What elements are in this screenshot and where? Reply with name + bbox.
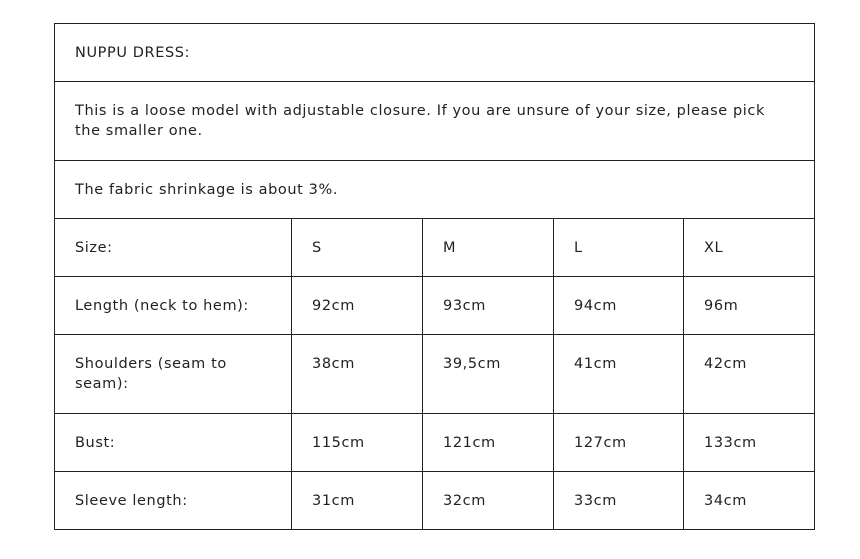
size-header-m: M: [423, 219, 554, 277]
fit-description: This is a loose model with adjustable closure. If you are unsure of your size, please pick the smaller one.: [55, 82, 815, 161]
size-header-l: L: [554, 219, 684, 277]
size-header-row: [55, 219, 815, 277]
shrinkage-row: [55, 161, 815, 219]
title-row: [55, 24, 815, 82]
description-row: [55, 82, 815, 161]
size-guide: [54, 23, 815, 530]
table-cell: 41cm: [554, 335, 684, 414]
table-row-shoulders: [55, 335, 815, 414]
table-cell: 115cm: [292, 414, 423, 472]
table-row-bust: [55, 414, 815, 472]
table-cell: 93cm: [423, 277, 554, 335]
row-label: Sleeve length:: [55, 472, 292, 530]
size-header-label: Size:: [55, 219, 292, 277]
table-row-length: [55, 277, 815, 335]
table-cell: 38cm: [292, 335, 423, 414]
shrinkage-note: The fabric shrinkage is about 3%.: [55, 161, 815, 219]
row-label: Bust:: [55, 414, 292, 472]
table-cell: 92cm: [292, 277, 423, 335]
table-cell: 127cm: [554, 414, 684, 472]
size-table: [54, 23, 815, 530]
table-cell: 31cm: [292, 472, 423, 530]
table-cell: 121cm: [423, 414, 554, 472]
table-cell: 39,5cm: [423, 335, 554, 414]
size-header-s: S: [292, 219, 423, 277]
table-cell: 33cm: [554, 472, 684, 530]
row-label: Shoulders (seam to seam):: [55, 335, 292, 414]
product-title: NUPPU DRESS:: [55, 24, 815, 82]
table-cell: 94cm: [554, 277, 684, 335]
table-cell: 42cm: [684, 335, 815, 414]
table-cell: 34cm: [684, 472, 815, 530]
row-label: Length (neck to hem):: [55, 277, 292, 335]
table-cell: 133cm: [684, 414, 815, 472]
size-header-xl: XL: [684, 219, 815, 277]
table-row-sleeve: [55, 472, 815, 530]
table-cell: 96m: [684, 277, 815, 335]
table-cell: 32cm: [423, 472, 554, 530]
